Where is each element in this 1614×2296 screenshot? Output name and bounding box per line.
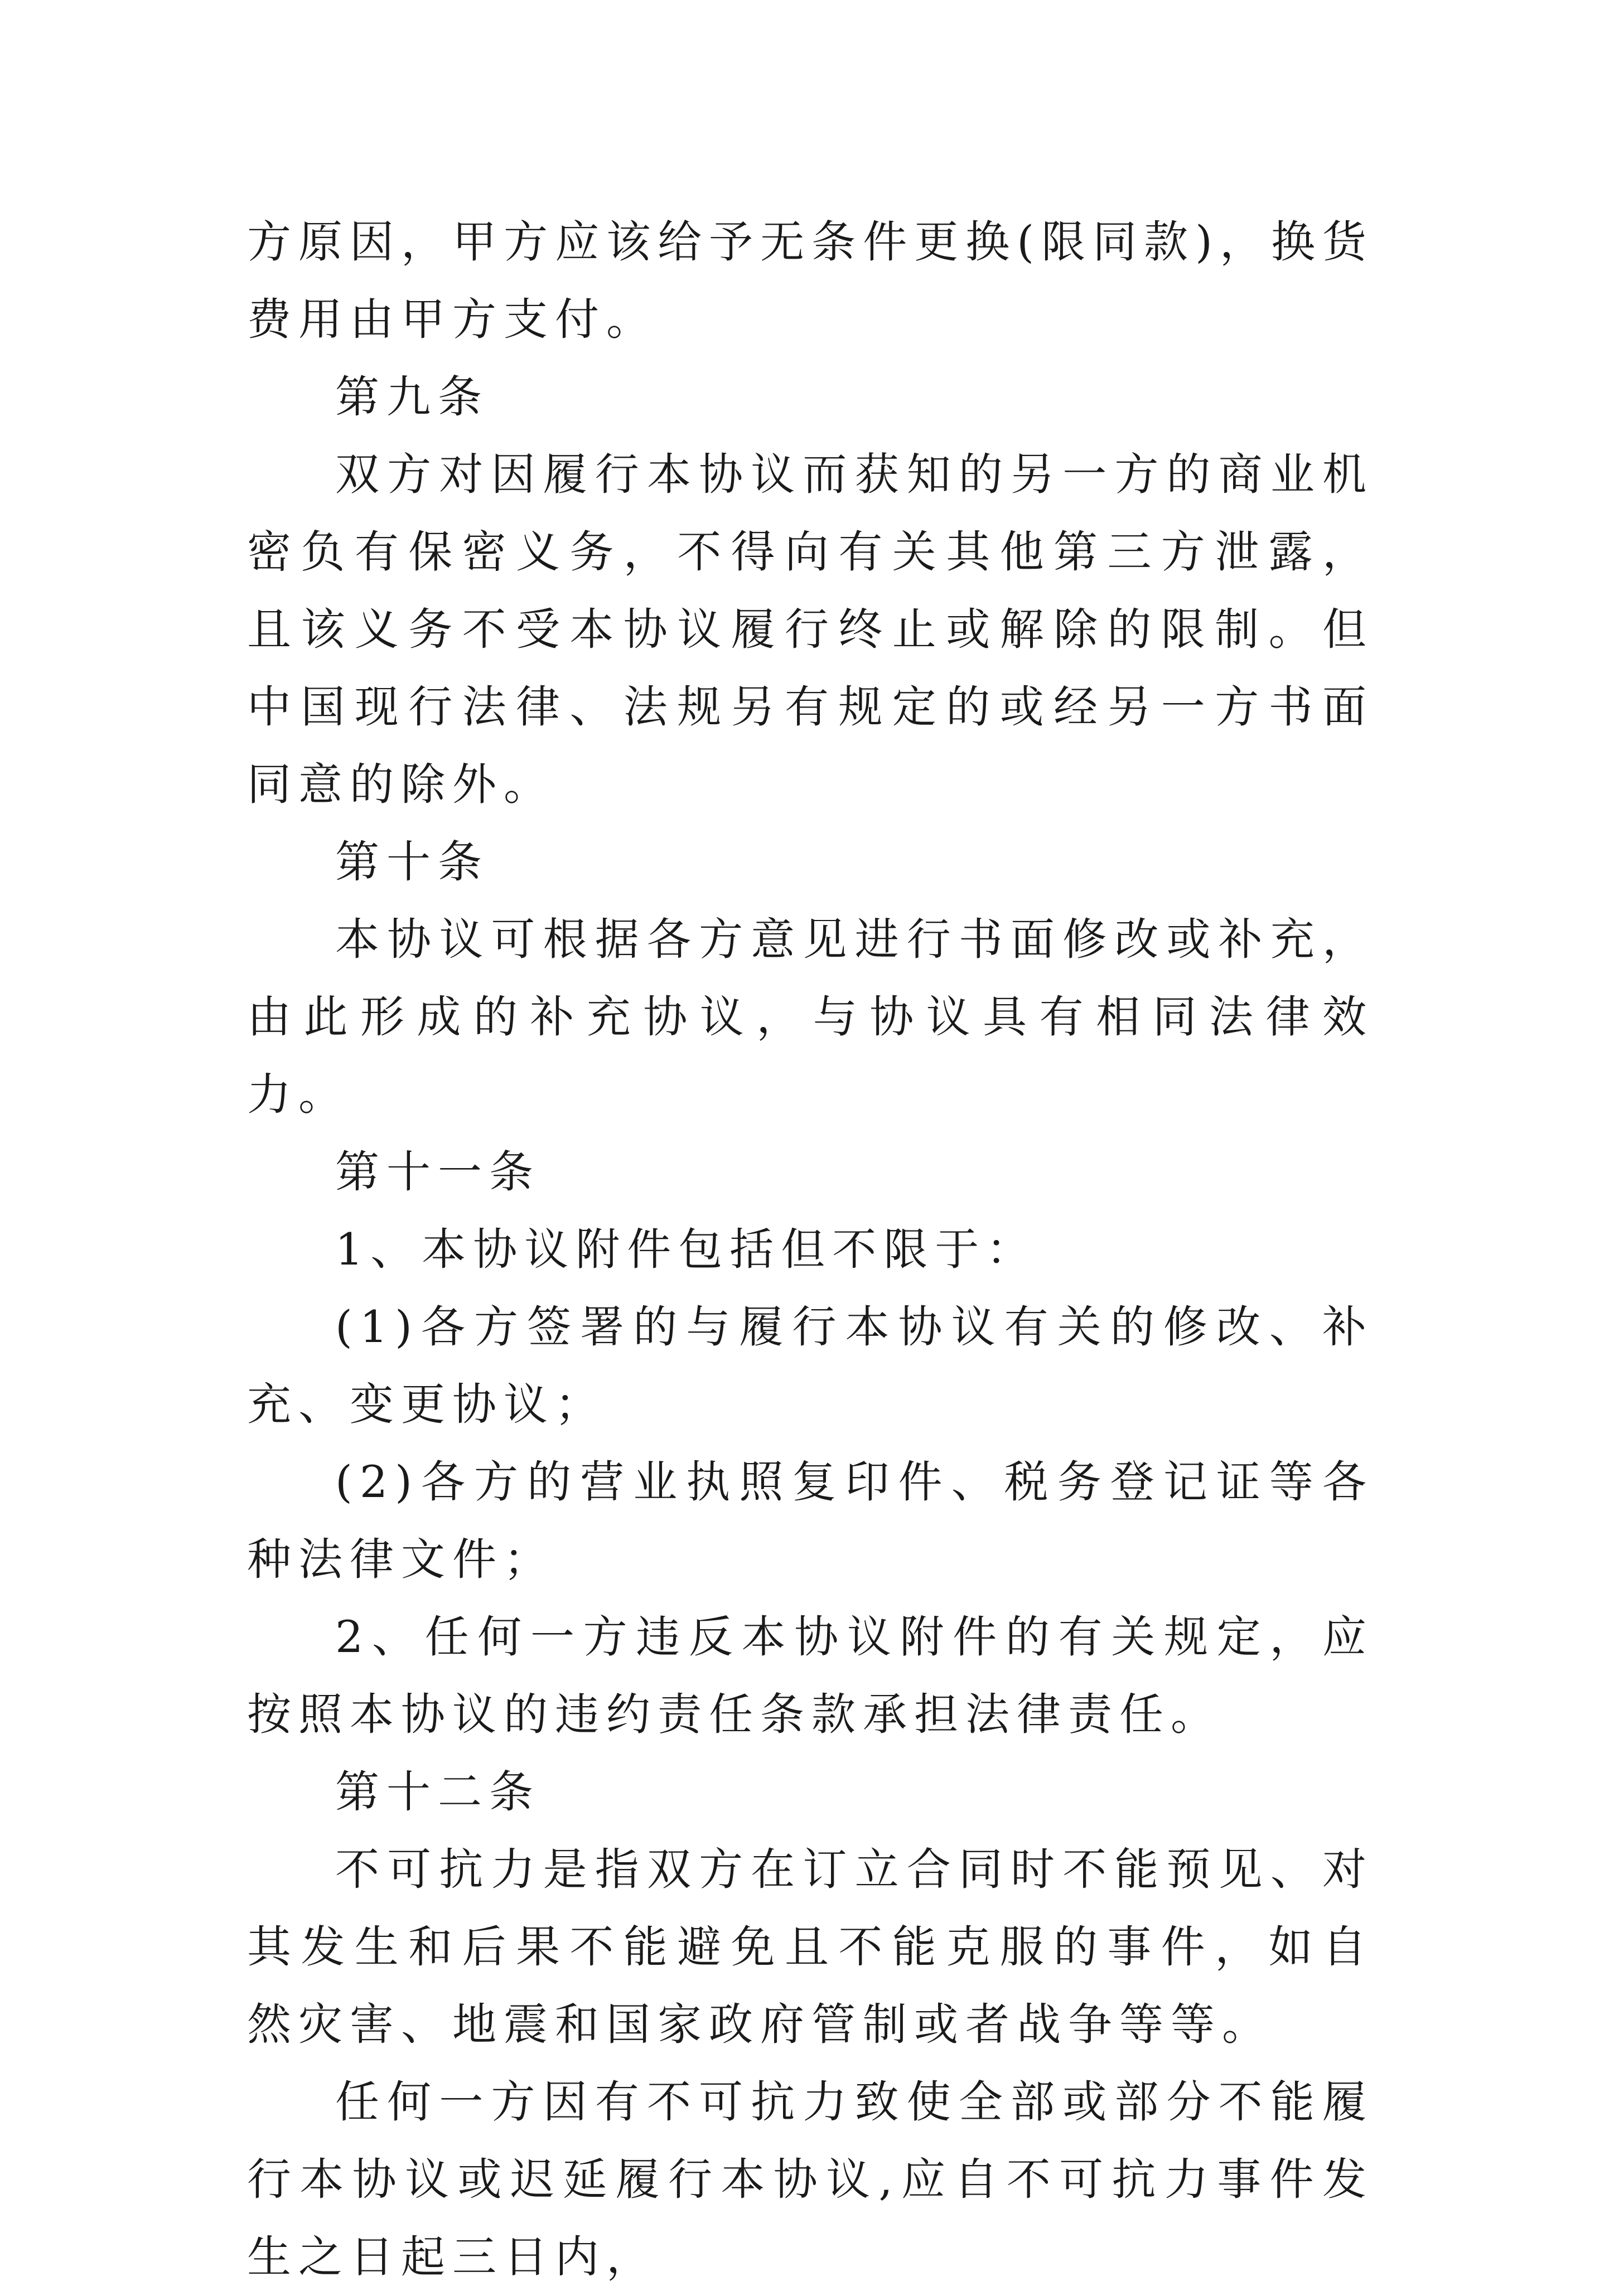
clause-attachment-item-1: (1)各方签署的与履行本协议有关的修改、补充、变更协议； [247, 1301, 1374, 1430]
clause-attachment-breach: 2、任何一方违反本协议附件的有关规定，应按照本协议的违约责任条款承担法律责任。 [247, 1611, 1374, 1740]
clause-attachments-intro: 1、本协议附件包括但不限于： [335, 1224, 1038, 1275]
document-body [247, 204, 1374, 2296]
paragraph-amendments: 本协议可根据各方意见进行书面修改或补充，由此形成的补充协议，与协议具有相同法律效力。 [247, 914, 1374, 1120]
article-heading-11: 第十一条 [335, 1146, 540, 1198]
clause-attachment-item-2: (2)各方的营业执照复印件、税务登记证等各种法律文件； [247, 1456, 1374, 1585]
paragraph-continuation: 方原因，甲方应该给予无条件更换(限同款)，换货费用由甲方支付。 [247, 216, 1374, 345]
paragraph-confidentiality: 双方对因履行本协议而获知的另一方的商业机密负有保密义务，不得向有关其他第三方泄露，且该义务不受本协议履行终止或解除的限制。但中国现行法律、法规另有规定的或经另一方书面同意的除外。 [247, 449, 1374, 810]
paragraph-force-majeure-definition: 不可抗力是指双方在订立合同时不能预见、对其发生和后果不能避免且不能克服的事件，如自然灾害、地震和国家政府管制或者战争等等。 [247, 1844, 1374, 2050]
article-heading-9: 第九条 [335, 371, 489, 423]
article-heading-12: 第十二条 [335, 1766, 540, 1818]
article-heading-10: 第十条 [335, 836, 489, 888]
paragraph-force-majeure-notice: 任何一方因有不可抗力致使全部或部分不能履行本协议或迟延履行本协议,应自不可抗力事件发生之日起三日内， [247, 2076, 1374, 2283]
